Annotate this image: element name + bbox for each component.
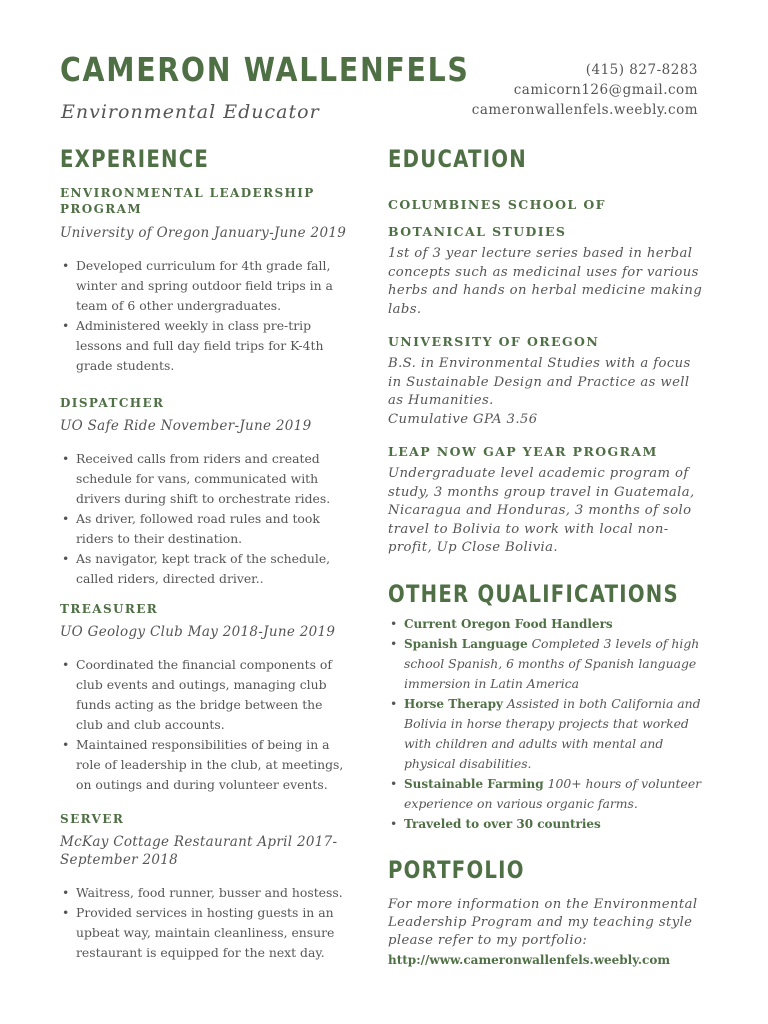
job-dispatcher — [60, 395, 350, 589]
education-title: UNIVERSITY OF OREGON — [388, 334, 600, 349]
list-item: • Maintained responsibilities of being in a role of leadership in the club, at meetings, on outings and during volunteer events. — [76, 735, 350, 795]
education-desc: 1st of 3 year lecture series based in herbal concepts such as medicinal uses for various herbs and hands on herbal medicine making labs. — [388, 246, 703, 317]
list-item — [404, 814, 708, 834]
job-bullets — [60, 883, 350, 963]
list-item: • Developed curriculum for 4th grade fall, winter and spring outdoor field trips in a team of 6 other undergraduates. — [76, 256, 350, 316]
list-item: • As driver, followed road rules and took riders to their destination. — [76, 509, 350, 549]
qual-title: Traveled to over 30 countries — [404, 816, 601, 831]
right-column — [388, 145, 708, 970]
qual-desc: Assisted in both California and Bolivia in horse therapy projects that worked with children and adults with mental and physical disabilities. — [404, 695, 701, 771]
job-subtitle: UO Safe Ride November-June 2019 — [60, 418, 312, 434]
qual-desc: Completed 3 levels of high school Spanish, 6 months of Spanish language immersion in Latin America — [404, 635, 700, 691]
qualifications-list — [388, 614, 708, 834]
job-title — [60, 185, 350, 217]
education-title-line: BOTANICAL STUDIES — [388, 224, 567, 239]
job-bullets — [60, 655, 350, 795]
education-item-columbines — [388, 191, 708, 319]
resume-name: CAMERON WALLENFELS — [60, 50, 470, 89]
education-heading: EDUCATION — [388, 145, 527, 173]
contact-website[interactable]: cameronwallenfels.weebly.com — [471, 102, 698, 118]
list-item: • Administered weekly in class pre-trip lessons and full day field trips for K-4th grade students. — [76, 316, 350, 376]
job-title: DISPATCHER — [60, 396, 165, 410]
job-server — [60, 811, 350, 963]
job-subtitle-line: September 2018 — [60, 852, 179, 868]
job-treasurer — [60, 601, 350, 795]
contact-block — [472, 60, 698, 120]
job-title: TREASURER — [60, 602, 159, 616]
education-title: LEAP NOW GAP YEAR PROGRAM — [388, 444, 658, 459]
job-title-line: PROGRAM — [60, 202, 143, 216]
qual-title: Horse Therapy — [404, 696, 503, 711]
portfolio-desc: For more information on the Environmental Leadership Program and my teaching style please refer to my portfolio: — [388, 896, 698, 948]
qual-desc: 100+ hours of volunteer experience on various organic farms. — [404, 775, 702, 811]
job-subtitle-line: McKay Cottage Restaurant April 2017- — [60, 834, 338, 850]
list-item — [404, 694, 708, 774]
portfolio-heading: PORTFOLIO — [388, 855, 525, 884]
job-title-line: ENVIRONMENTAL LEADERSHIP — [60, 186, 315, 200]
job-subtitle: UO Geology Club May 2018-June 2019 — [60, 624, 336, 640]
contact-phone[interactable]: (415) 827-8283 — [585, 62, 698, 78]
education-item-leapnow — [388, 438, 708, 558]
education-title-line: COLUMBINES SCHOOL OF — [388, 197, 606, 212]
job-bullets — [60, 449, 350, 589]
qual-title: Spanish Language — [404, 636, 528, 651]
contact-email[interactable]: camicorn126@gmail.com — [513, 82, 698, 98]
list-item — [404, 774, 708, 814]
list-item: • Coordinated the financial components of club events and outings, managing club funds acting as the bridge between the club and club accounts. — [76, 655, 350, 735]
qual-title: Sustainable Farming — [404, 776, 544, 791]
education-gpa: Cumulative GPA 3.56 — [388, 411, 538, 427]
list-item — [404, 614, 708, 634]
list-item: • As navigator, kept track of the schedule, called riders, directed driver.. — [76, 549, 350, 589]
education-desc: Undergraduate level academic program of study, 3 months group travel in Guatemala, Nicaragua and Honduras, 3 months of solo travel to Bolivia to work with local non-profit, Up Close Bolivia. — [388, 466, 695, 555]
education-desc: B.S. in Environmental Studies with a focus in Sustainable Design and Practice as well as Humanities. — [388, 356, 691, 408]
experience-section — [60, 145, 350, 963]
qualifications-heading: OTHER QUALIFICATIONS — [388, 579, 679, 608]
list-item: • Waitress, food runner, busser and hostess. — [76, 883, 350, 903]
portfolio-section — [388, 856, 708, 970]
job-title: SERVER — [60, 812, 125, 826]
resume-role: Environmental Educator — [61, 101, 320, 123]
list-item — [404, 634, 708, 694]
list-item: • Received calls from riders and created schedule for vans, communicated with drivers during shift to orchestrate rides. — [76, 449, 350, 509]
education-title — [388, 191, 708, 245]
qual-title: Current Oregon Food Handlers — [404, 616, 613, 631]
job-environmental-leadership — [60, 185, 350, 376]
experience-heading: EXPERIENCE — [60, 145, 210, 173]
list-item: • Provided services in hosting guests in an upbeat way, maintain cleanliness, ensure restaurant is equipped for the next day. — [76, 903, 350, 963]
portfolio-link[interactable]: http://www.cameronwallenfels.weebly.com — [388, 952, 671, 967]
education-item-uo — [388, 328, 708, 429]
job-bullets — [60, 256, 350, 376]
job-subtitle: University of Oregon January-June 2019 — [60, 225, 347, 241]
job-subtitle — [60, 833, 350, 869]
qualifications-section — [388, 580, 708, 834]
